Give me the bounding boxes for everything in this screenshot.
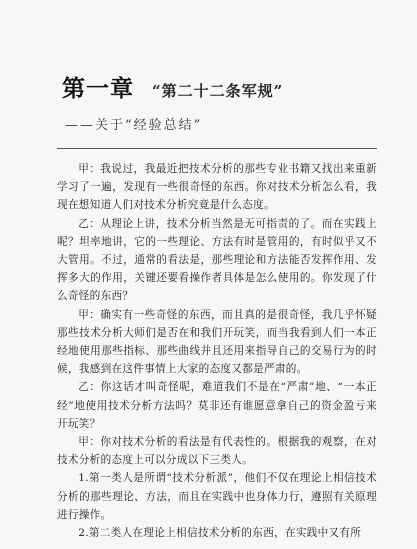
paragraph: 2.第二类人在理论上相信技术分析的东西，在实践中又有所 — [78, 527, 362, 540]
paragraph: 甲：你对技术分析的看法是有代表性的。根据我的观察，在对技术分析的态度上可以分成以下三类人。 — [57, 436, 377, 467]
chapter-subtitle: ——关于“经验总结” — [65, 118, 203, 133]
chapter-title: “第二十二条军规” — [152, 82, 284, 100]
paragraph: 乙：从理论上讲，技术分析当然是无可指责的了。而在实践上呢？坦率地讲，它的一些理论、方法有时是管用的，有时似乎又不大管用。不过，通常的看法是，那些理论和方法能否发挥作用、发挥多大的作用，关键还要看操作者具体是怎么使用的。你发现了什么奇怪的东西？ — [57, 217, 377, 303]
body-text — [57, 160, 377, 542]
chapter-header — [62, 70, 382, 133]
paragraph: 甲：确实有一些奇怪的东西，而且真的是很奇怪，我几乎怀疑那些技术分析大师们是否在和我们开玩笑，而当我看到人们一本正经地使用那些指标、那些曲线并且还用来指导自己的交易行为的时候，我感到在这件事情上大家的态度又都是严肃的。 — [57, 308, 377, 376]
paragraph: 1.第一类人是所谓“技术分析派”，他们不仅在理论上相信技术分析的那些理论、方法，而且在实践中也身体力行，遵照有关原理进行操作。 — [57, 472, 377, 521]
chapter-number: 第一章 — [62, 76, 134, 102]
paragraph: 乙：你这话才叫奇怪呢，难道我们不是在“严肃”地、“一本正经”地使用技术分析方法吗？莫非还有谁愿意拿自己的资金盈亏来开玩笑？ — [57, 381, 377, 430]
chapter-heading-line — [62, 70, 382, 103]
header-divider — [57, 148, 377, 149]
paragraph: 甲：我说过，我最近把技术分析的那些专业书籍又找出来重新学习了一遍，发现有一些很奇怪的东西。你对技术分析怎么看，我现在想知道人们对技术分析究竟是什么态度。 — [57, 163, 377, 212]
